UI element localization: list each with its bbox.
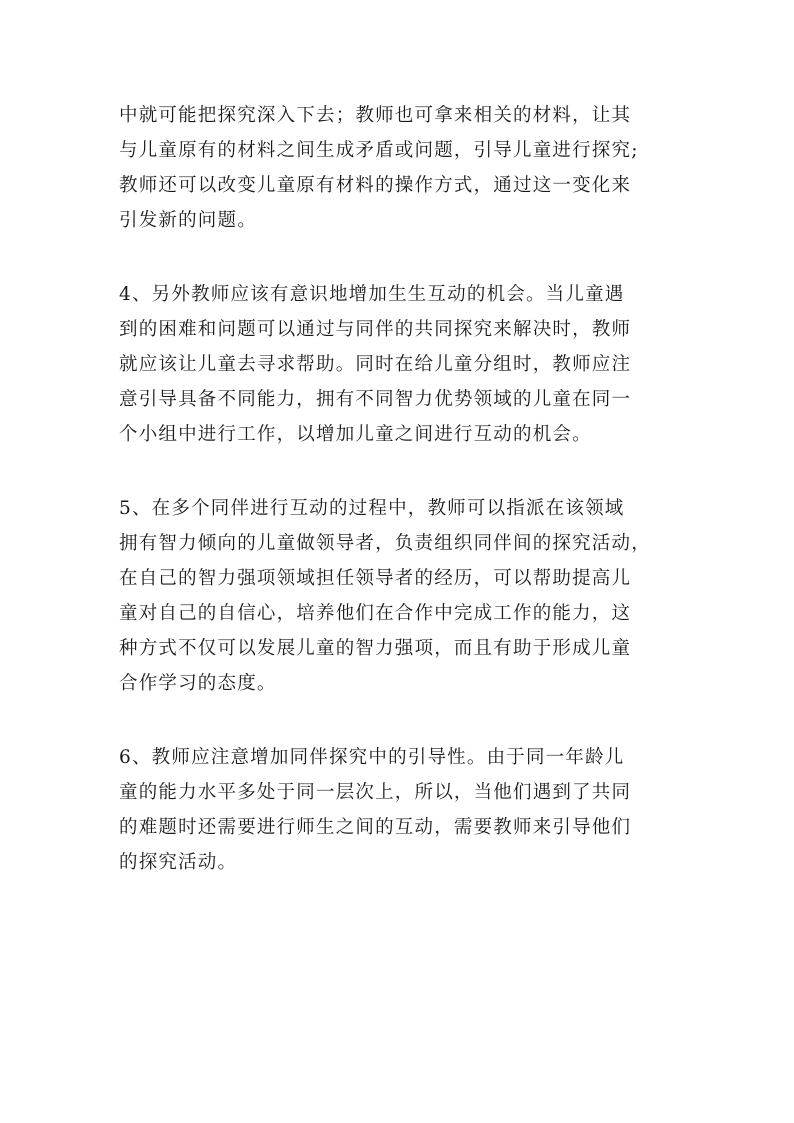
text-line: 6、教师应注意增加同伴探究中的引导性。由于同一年龄儿: [119, 747, 625, 768]
text-line: 中就可能把探究深入下去；教师也可拿来相关的材料，让其: [119, 105, 632, 126]
paragraph-item-4: [119, 277, 679, 452]
document-body: [119, 98, 679, 880]
paragraph-item-5: [119, 491, 679, 701]
text-line: 种方式不仅可以发展儿童的智力强项，而且有助于形成儿童: [119, 638, 632, 659]
text-line: 的探究活动。: [119, 852, 238, 873]
paragraph-item-6: [119, 740, 679, 880]
text-line: 个小组中进行工作，以增加儿童之间进行互动的机会。: [119, 424, 592, 445]
text-line: 引发新的问题。: [119, 210, 257, 231]
paragraph-spacer: [119, 238, 679, 277]
text-line: 的难题时还需要进行师生之间的互动，需要教师来引导他们: [119, 817, 632, 838]
text-line: 4、另外教师应该有意识地增加生生互动的机会。当儿童遇: [119, 284, 625, 305]
text-line: 意引导具备不同能力，拥有不同智力优势领域的儿童在同一: [119, 389, 632, 410]
paragraph-spacer: [119, 701, 679, 740]
text-line: 合作学习的态度。: [119, 673, 277, 694]
text-line: 童对自己的自信心，培养他们在合作中完成工作的能力，这: [119, 603, 632, 624]
paragraph-spacer: [119, 452, 679, 491]
text-line: 在自己的智力强项领域担任领导者的经历，可以帮助提高儿: [119, 568, 632, 589]
text-line: 与儿童原有的材料之间生成矛盾或问题，引导儿童进行探究;: [119, 140, 639, 161]
text-line: 就应该让儿童去寻求帮助。同时在给儿童分组时，教师应注: [119, 354, 632, 375]
text-line: 到的困难和问题可以通过与同伴的共同探究来解决时，教师: [119, 319, 632, 340]
text-line: 拥有智力倾向的儿童做领导者，负责组织同伴间的探究活动，: [119, 533, 651, 554]
text-line: 童的能力水平多处于同一层次上，所以，当他们遇到了共同: [119, 782, 632, 803]
text-line: 5、在多个同伴进行互动的过程中，教师可以指派在该领域: [119, 498, 625, 519]
paragraph-material-exploration: [119, 98, 679, 238]
text-line: 教师还可以改变儿童原有材料的操作方式，通过这一变化来: [119, 175, 632, 196]
